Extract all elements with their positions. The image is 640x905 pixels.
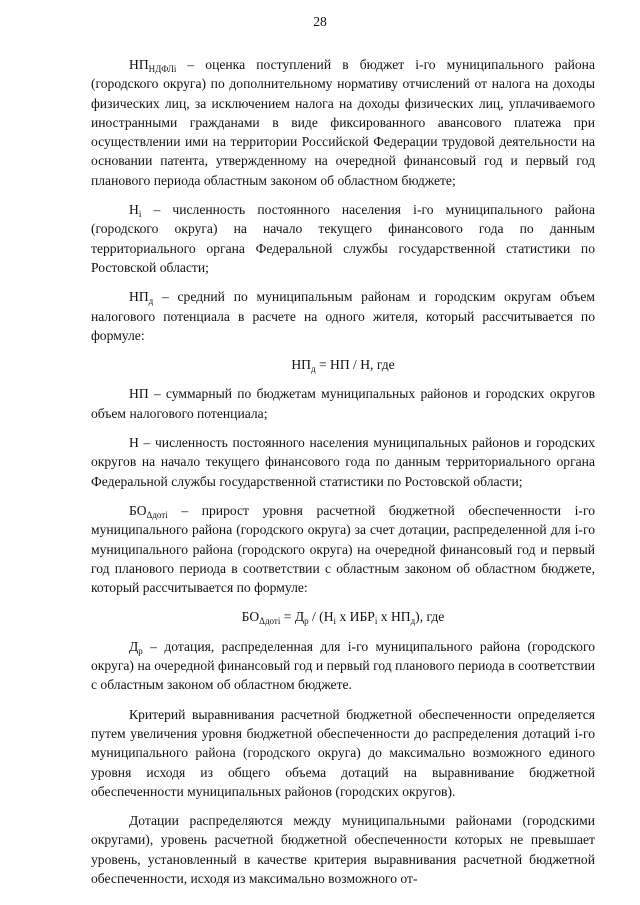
symbol: НП [129, 57, 149, 72]
paragraph-text: – численность постоянного населения i-го муниципального района (городского округа) на начало текущего финансового года по данным территориального органа Федеральной службы государственной статистики по Ростовской области; [91, 202, 595, 275]
formula-bo-dot: $БО_{\Delta дотi} = Д_р / (Н_i$ х $ИБР_i$ х $НП_д$), где [241, 609, 445, 627]
paragraph-np-d [91, 287, 595, 345]
paragraph-criterion [91, 705, 595, 801]
symbol: БО [129, 502, 147, 518]
paragraph-text: – оценка поступлений в бюджет i-го муниципального района (городского округа) по дополнительному нормативу отчислений от налога на доходы физических лиц, за исключением налога на доходы физических лиц, уплачиваемого иностранными гражданами в виде фиксированного авансового платежа при осуществлении ими на территории Российской Федерации трудовой деятельности на основании патента, утвержденному на очередной финансовый год и первый год планового периода областным законом об областном бюджете; [91, 57, 595, 188]
page-number: 28 [313, 14, 327, 29]
paragraph-distribution [91, 811, 595, 888]
subscript: р [138, 645, 143, 656]
paragraph-np-ndfl [91, 55, 595, 190]
formula-np-d: $НП_д$ = НП / Н, где [291, 357, 395, 375]
symbol: Д [129, 638, 139, 654]
subscript: i [138, 209, 142, 220]
paragraph-n-i [91, 200, 595, 277]
paragraph-text: – средний по муниципальным районам и городским округам объем налогового потенциала в расчете на одного жителя, который рассчитывается по формуле: [91, 289, 595, 343]
paragraph-d-r [91, 637, 595, 695]
subscript: НДФЛi [148, 64, 177, 74]
document-body [91, 55, 595, 898]
paragraph-np [91, 384, 595, 423]
paragraph-text: Критерий выравнивания расчетной бюджетной обеспеченности определяется путем увеличения уровня бюджетной обеспеченности до распределения дотаций i-го муниципального района (городского округа) до максимально возможного единого уровня исходя из общего объема дотаций на выравнивание бюджетной обеспеченности муниципальных районов (городских округов). [91, 706, 595, 799]
paragraph-text: Н – численность постоянного населения муниципальных районов и городских округов на начало текущего финансового года по данным территориального органа Федеральной службы государственной статистики по Ростовской области; [91, 435, 595, 489]
paragraph-bo-dot [91, 501, 595, 597]
symbol: НП [129, 289, 149, 305]
paragraph-text: НП – суммарный по бюджетам муниципальных районов и городских округов объем налогового потенциала; [91, 386, 595, 421]
paragraph-n [91, 433, 595, 491]
subscript: Δдотi [146, 509, 168, 520]
paragraph-text: Дотации распределяются между муниципальными районами (городскими округами), уровень расчетной бюджетной обеспеченности которых не превышает уровень, установленный в качестве критерия выравнивания расчетной бюджетной обеспеченности, исходя из максимально возможного от- [91, 813, 595, 886]
paragraph-text: – прирост уровня расчетной бюджетной обеспеченности i-го муниципального района (городского округа) за счет дотации, распределенной для i-го муниципального района (городского округа) на очередной финансовый год и первый год планового периода в соответствии с областным законом об областном бюджете, который рассчитывается по формуле: [91, 502, 595, 596]
paragraph-text: – дотация, распределенная для i-го муниципального района (городского округа) на очередной финансовый год и первый год планового периода в соответствии с областным законом об областном бюджете. [91, 638, 595, 693]
symbol: Н [129, 202, 139, 218]
subscript: д [148, 296, 154, 307]
